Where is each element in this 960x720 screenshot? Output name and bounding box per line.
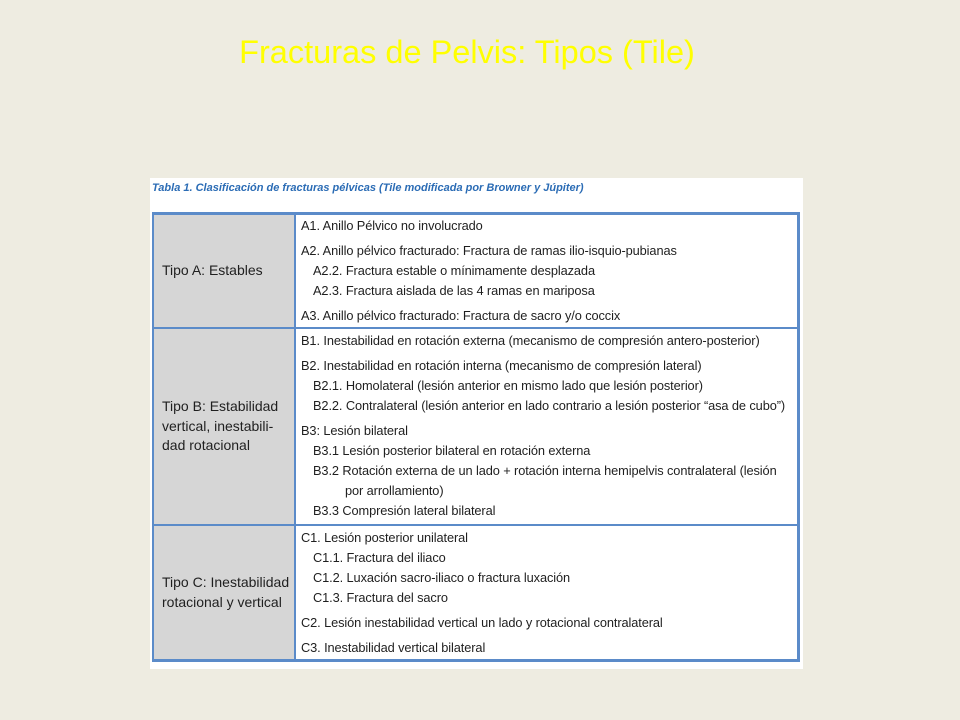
item-a2: A2. Anillo pélvico fracturado: Fractura de ramas ilio-isquio-pubianas [301,243,677,258]
table-row-tipo-a [154,215,797,327]
subitem-b3-1: B3.1 Lesión posterior bilateral en rotación externa [313,443,591,458]
subitem-b3-2: B3.2 Rotación externa de un lado + rotación interna hemipelvis contralateral (lesión [313,463,777,478]
subitem-b2-2: B2.2. Contralateral (lesión anterior en lado contrario a lesión posterior “asa de cubo”) [313,398,786,413]
item-b3: B3: Lesión bilateral [301,423,408,438]
table-figure [150,178,803,669]
subitem-c1-2: C1.2. Luxación sacro-iliaco o fractura luxación [313,570,571,585]
subitem-c1-3: C1.3. Fractura del sacro [313,590,448,605]
subitem-b3-2-continued: por arrollamiento) [345,483,444,498]
subitem-b3-3: B3.3 Compresión lateral bilateral [313,503,496,518]
type-label-line: Tipo B: Estabilidad [162,398,279,415]
table-caption: Tabla 1. Clasificación de fracturas pélvicas (Tile modificada por Browner y Júpiter) [152,182,584,194]
subitem-a2-2: A2.2. Fractura estable o mínimamente desplazada [313,263,595,278]
table-row-tipo-b [154,327,797,524]
type-cell-tipo-c [154,526,296,659]
type-label-line: vertical, inestabili- [162,417,274,434]
item-a3: A3. Anillo pélvico fracturado: Fractura de sacro y/o coccix [301,308,621,323]
type-label-line: Tipo C: Inestabilidad [162,574,290,590]
type-label-line: rotacional y vertical [162,593,282,610]
item-c1: C1. Lesión posterior unilateral [301,530,468,545]
slide-title: Fracturas de Pelvis: Tipos (Tile) [239,34,695,70]
item-c3: C3. Inestabilidad vertical bilateral [301,640,486,655]
item-a1: A1. Anillo Pélvico no involucrado [301,218,483,233]
type-cell-tipo-b [154,329,296,524]
type-cell-tipo-a [154,215,296,327]
type-label-line: Tipo A: Estables [162,262,263,279]
table-row-tipo-c [154,524,797,659]
item-b2: B2. Inestabilidad en rotación interna (mecanismo de compresión lateral) [301,358,702,373]
type-label-line: dad rotacional [162,437,250,454]
classification-table [152,212,800,662]
subitem-b2-1: B2.1. Homolateral (lesión anterior en mismo lado que lesión posterior) [313,378,703,393]
items-cell-tipo-a [296,215,797,327]
subitem-c1-1: C1.1. Fractura del iliaco [313,550,446,565]
item-c2: C2. Lesión inestabilidad vertical un lado y rotacional contralateral [301,615,663,630]
subitem-a2-3: A2.3. Fractura aislada de las 4 ramas en mariposa [313,283,595,298]
item-b1: B1. Inestabilidad en rotación externa (mecanismo de compresión antero-posterior) [301,333,760,348]
items-cell-tipo-b [296,329,797,524]
items-cell-tipo-c [296,526,797,659]
